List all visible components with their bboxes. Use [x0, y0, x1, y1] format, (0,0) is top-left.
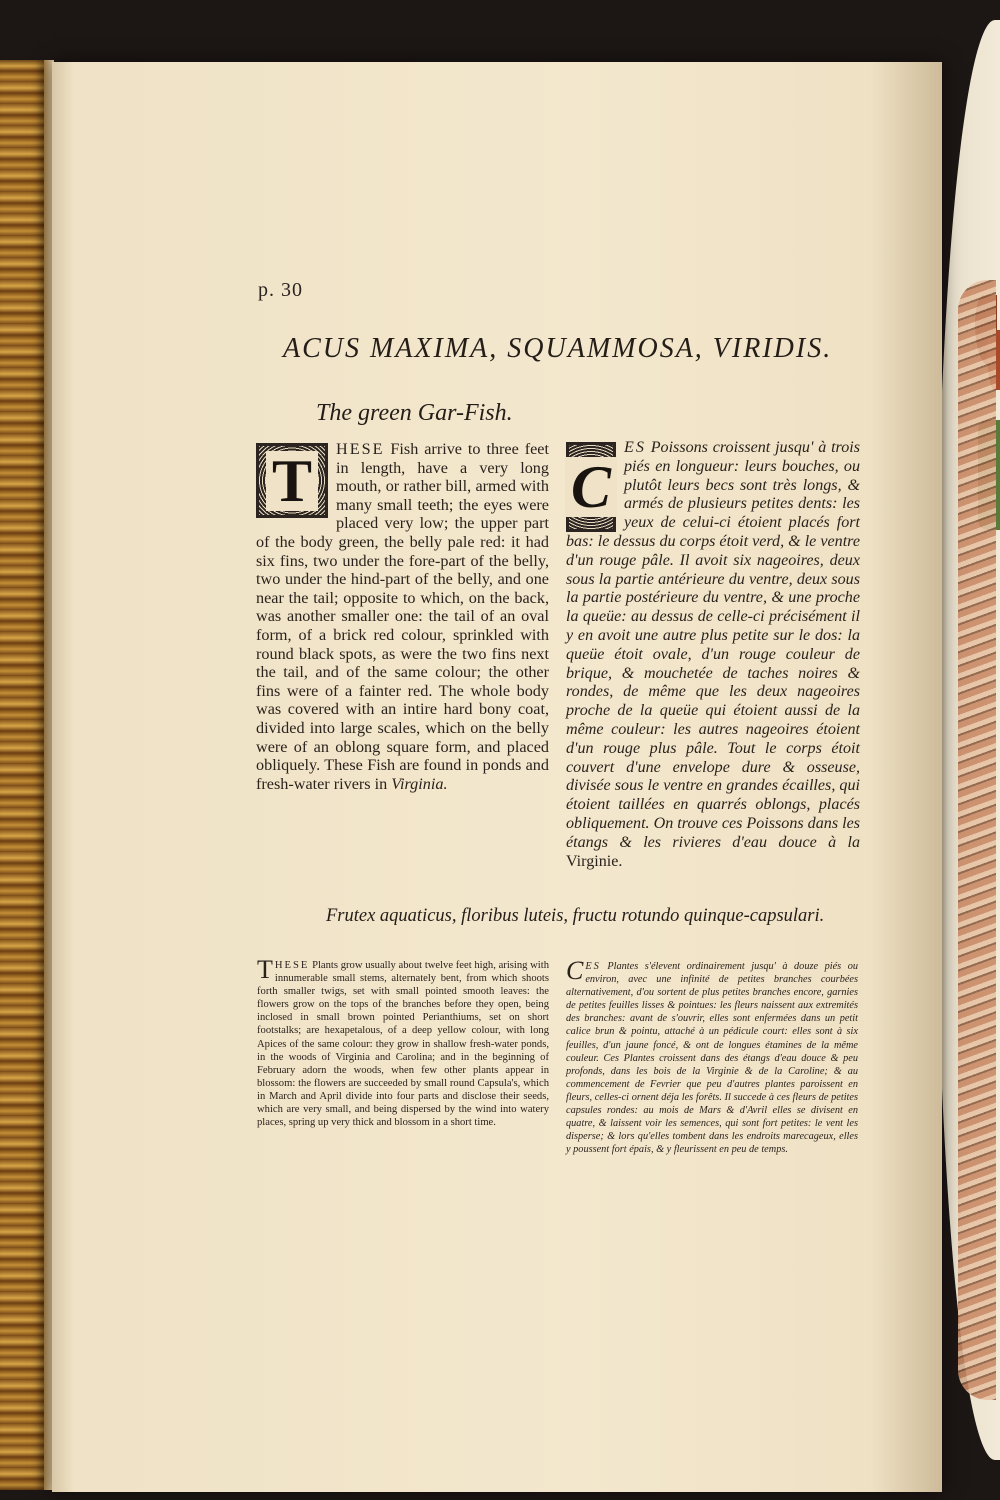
place-name: Virginia. — [391, 774, 448, 793]
paragraph-text: Poissons croissent jusqu' à trois piés en longueur: leurs bouches, ou plutôt leurs becs sont très longs, & armés de plusieurs petites dents: les yeux de celui-ci étoient placés fort bas: le dessus du corps étoit verd, & le ventre d'un rouge pâle. Il avoit six nageoires, deux sous la partie antérieure du ventre, deux sous la partie postérieure du ventre, & une proche la queüe: au dessus de celle-ci précisément il y en avoit une autre plus petite sur le dos: la queüe étoit ovale, d'un rouge couleur de brique, & mouchetée de taches noires & rondes, de même que les deux nageoires proche de la queüe qui étoient aussi de la même couleur: les autres nageoires étoient d'un rouge plus pâle. Tout le corps étoit couvert d'une envelope dure & osseuse, divisée sous le ventre en grandes écailles, qui étoient taillées en quarrés oblongs, placés obliquement. On trouve ces Poissons dans les étangs & les rivieres d'eau douce à la — [566, 439, 860, 851]
dropcap-letter: T — [257, 955, 273, 984]
lead-word: ES — [624, 439, 646, 456]
gilt-page-edge — [0, 60, 46, 1490]
fish-french-column — [566, 439, 860, 871]
dropcap-letter: C — [566, 956, 584, 985]
page-number: p. 30 — [258, 279, 303, 301]
lead-word: HESE — [274, 960, 310, 971]
paragraph-text: Plants grow usually about twelve feet high, arising with innumerable small stems, alternately bent, from which shoots forth smaller twigs, set with small pointed smooth leaves: the flowers grow on the tops of the branches before they open, being inclosed in small brown pointed Perianthiums, set on short footstalks; are hexapetalous, of a deep yellow colour, with long Apices of the same colour: they grow in shallow fresh-water ponds, in the woods of Virginia and Carolina; and in the beginning of February adorn the woods, when few other plants appear in blossom: the flowers are succeeded by small round Capsula's, which in March and April divide into four parts and disclose their seeds, which are very small, and being dispersed by the wind into watery places, spring up very thick and blossom in a short time. — [257, 960, 549, 1129]
gar-fish-illustration — [958, 280, 996, 1400]
paragraph-text: Fish arrive to three feet in length, have a very long mouth, or rather bill, armed with many small teeth; the eyes were placed very low; the upper part of the body green, the belly pale red: it had six fins, two under the fore-part of the belly, two under the hind-part of the belly, and one near the tail; opposite to which, on the back, was another smaller one: the tail of an oval form, of a brick red colour, sprinkled with round black spots, as were the two fins next the tail, and of the same colour; the other fins were of a fainter red. The whole body was covered with an intire hard bony coat, divided into large scales, which on the belly were of an oblong square form, and placed obliquely. These Fish are found in ponds and fresh-water rivers in — [256, 440, 549, 793]
page-title: ACUS MAXIMA, SQUAMMOSA, VIRIDIS. — [283, 333, 833, 364]
lead-word: HESE — [336, 440, 385, 458]
ornamental-dropcap-icon: T — [256, 443, 328, 518]
fish-english-column — [256, 440, 549, 793]
plant-english-column — [257, 955, 549, 1129]
lead-word: ES — [585, 961, 601, 972]
plant-heading: Frutex aquaticus, floribus luteis, fructu rotundo quinque-capsulari. — [326, 906, 825, 926]
place-name: Virginie. — [566, 852, 623, 870]
paragraph-text: Plantes s'élevent ordinairement jusqu' à douze piés ou environ, avec une infinité de petites branches courbées alternativement, d'ou sortent de plus petites branches encore, garnies de petites feuilles lisses & pointues: les fleurs naissent aux extremités des branches: avant de s'ouvrir, elles sont enfermées dans un petit calice brun & pointu, attaché à un pédicule court: elles sont à six feuilles, d'un jaune foncé, & ont de longues étamines de la même couleur. Ces Plantes croissent dans des étangs d'eau douce & peu profonds, dans les bois de la Virginie & de la Caroline; & au commencement de Fevrier que peu d'autres plantes paroissent en fleurs, celles-ci ornent déja les forêts. Il succede à ces fleurs de petites capsules rondes: au mois de Mars & d'Avril elles se divisent en quatre, & laissent voir les semences, qui sont fort petites: le vent les disperse; & lors qu'elles tombent dans les endroits marecageux, elles y poussent fort épais, & y fleurissent en peu de temps. — [566, 961, 858, 1156]
page-subtitle: The green Gar-Fish. — [316, 400, 513, 426]
plant-french-column — [566, 956, 858, 1156]
ornamental-dropcap-icon: C — [566, 442, 616, 532]
